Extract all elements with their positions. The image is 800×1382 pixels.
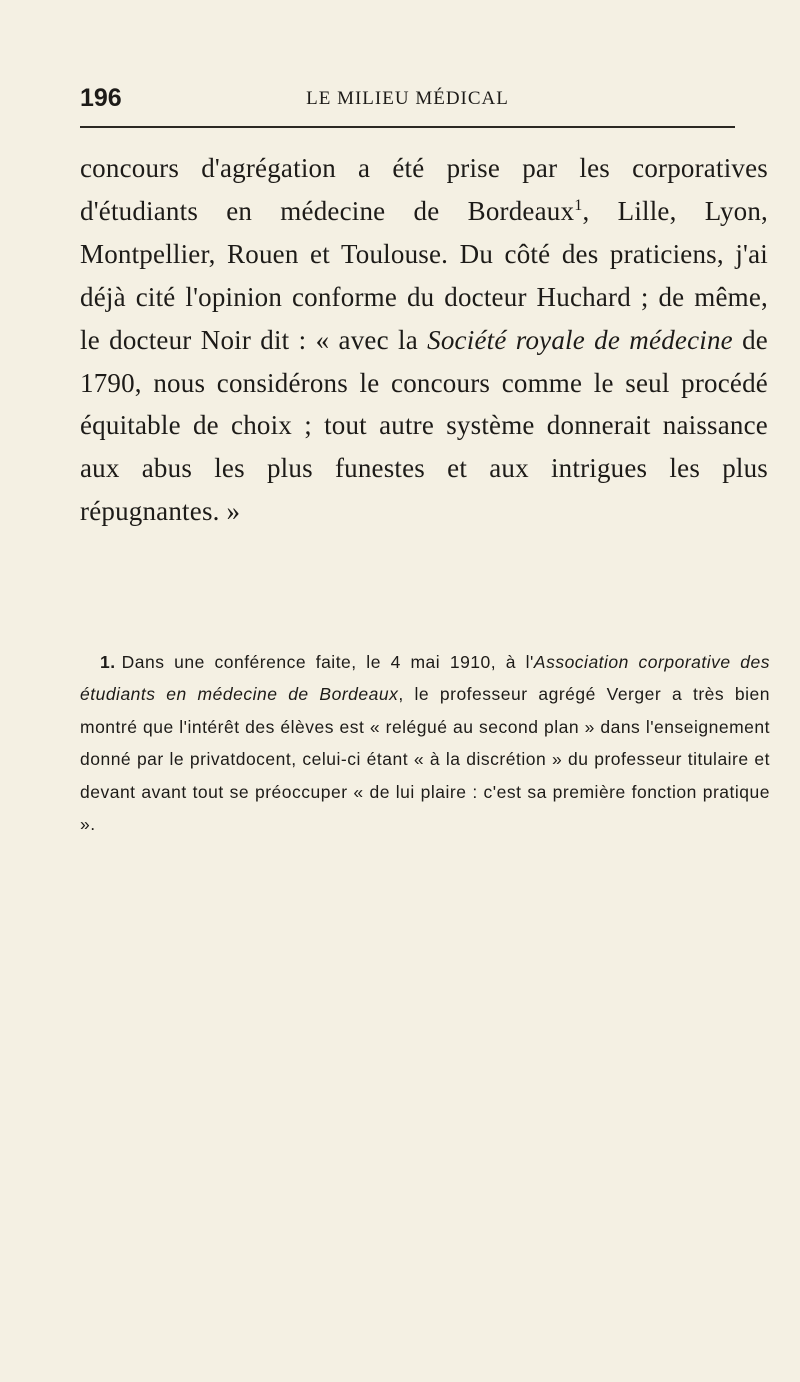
page-number: 196 <box>80 84 122 112</box>
footnote-text-part-2: , le professeur agrégé Verger a très bien montré que l'intérêt des élèves est « relégué au second plan » dans l'enseignement donné par le privatdocent, celui-ci étant « à la discrétion » du professeur titulaire et devant avant tout se préoccuper « de lui plaire : c'est sa première fonction pratique ». <box>80 684 770 835</box>
main-text-part-2: , Lille, Lyon, Montpellier, Rouen et Toulouse. Du côté des praticiens, j'ai déjà cité l'opinion conforme du docteur Huchard ; de même, le docteur Noir dit : « avec la <box>80 195 768 355</box>
footnote-italic: Association corporative des étudiants en médecine de Bordeaux <box>80 652 770 705</box>
running-title: LE MILIEU MÉDICAL <box>306 88 509 109</box>
footnote-text-part-1: Dans une conférence faite, le 4 mai 1910, à l' <box>121 652 534 672</box>
main-text-italic: Société royale de médecine <box>427 324 733 355</box>
main-text <box>80 147 768 533</box>
main-text-part-1: concours d'agrégation a été prise par les corporatives d'étudiants en médecine de Bordeaux <box>80 153 768 226</box>
running-head <box>80 84 735 120</box>
header-rule <box>80 126 735 128</box>
footnote <box>80 646 770 840</box>
footnote-paragraph <box>80 646 770 840</box>
footnote-ref: 1 <box>574 195 583 214</box>
footnote-number: 1. <box>100 652 116 672</box>
main-paragraph <box>80 147 768 533</box>
main-text-part-3: de 1790, nous considérons le concours comme le seul procédé équitable de choix ; tout autre système donnerait naissance aux abus les plus funestes et aux intrigues les plus répugnantes. » <box>80 324 768 527</box>
